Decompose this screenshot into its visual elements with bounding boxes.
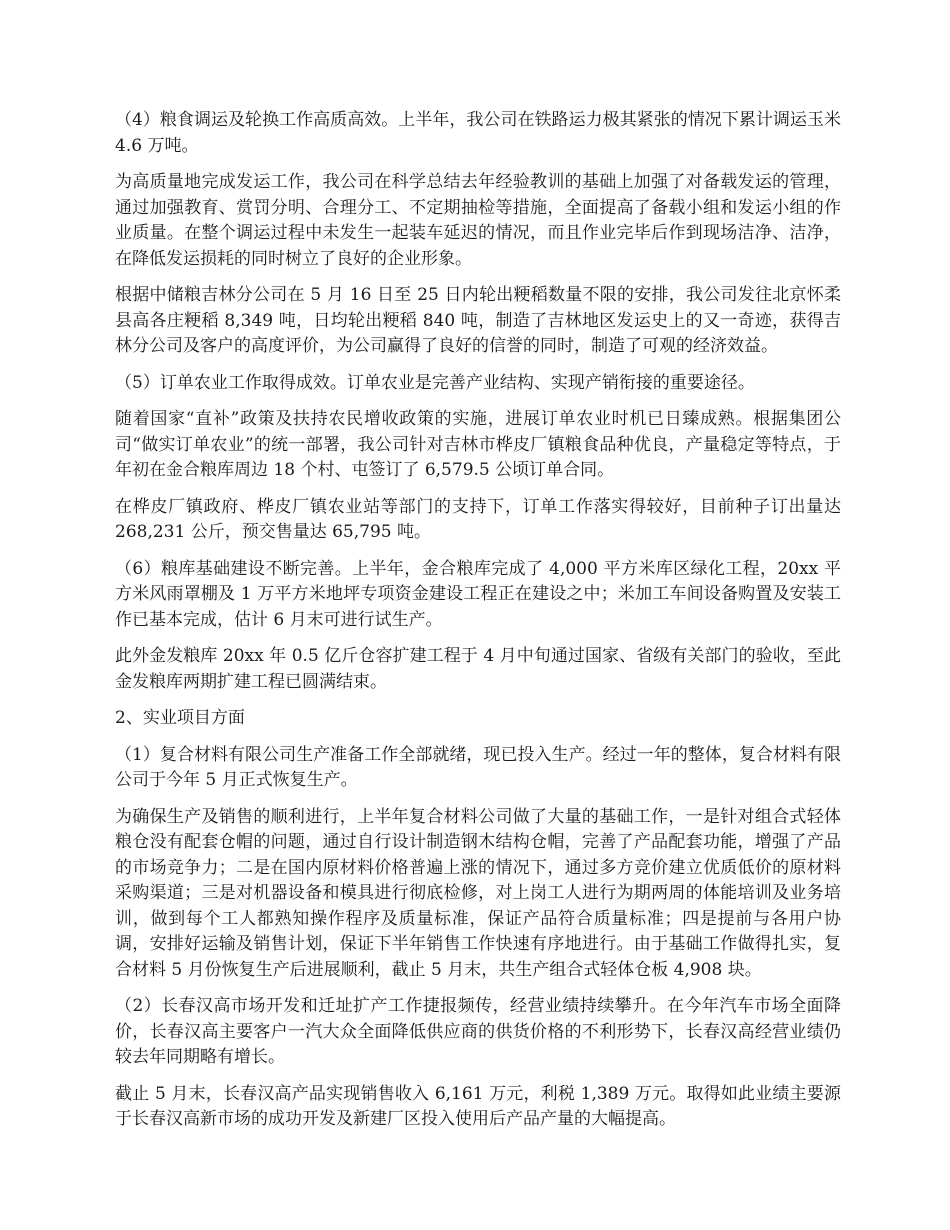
paragraph-changchun-sales: 截止 5 月末，长春汉高产品实现销售收入 6,161 万元，利税 1,389 万元。取得如此业绩主要源于长春汉高新市场的成功开发及新建厂区投入使用后产品产量的大幅提高。 [115,1083,841,1129]
paragraph-composite-groundwork: 为确保生产及销售的顺利进行，上半年复合材料公司做了大量的基础工作，一是针对组合式轻体粮仓没有配套仓帽的问题，通过自行设计制造钢木结构仓帽，完善了产品配套功能，增强了产品的市场竞争力；二是在国内原材料价格普遍上涨的情况下，通过多方竞价建立优质低价的原材料采购渠道；三是对机器设备和模具进行彻底检修，对上岗工人进行为期两周的体能培训及业务培训，做到每个工人都熟知操作程序及质量标准，保证产品符合质量标准；四是提前与各用户协调，安排好运输及销售计划，保证下半年销售工作快速有序地进行。由于基础工作做得扎实，复合材料 5 月份恢复生产后进展顺利，截止 5 月末，共生产组合式轻体仓板 4,908 块。 [115,806,841,980]
paragraph-order-farming: （5）订单农业工作取得成效。订单农业是完善产业结构、实现产销衔接的重要途径。 [115,372,755,393]
paragraph-jinfa-expansion: 此外金发粮库 20xx 年 0.5 亿斤仓容扩建工程于 4 月中旬通过国家、省级有关部门的验收，至此金发粮库两期扩建工程已圆满结束。 [115,646,841,692]
paragraph-seed-orders: 在桦皮厂镇政府、桦皮厂镇农业站等部门的支持下，订单工作落实得较好，目前种子订出量达 268,231 公斤，预交售量达 65,795 吨。 [115,496,841,542]
section-heading-industrial-projects: 2、实业项目方面 [115,708,245,728]
paragraph-depot-construction: （6）粮库基础建设不断完善。上半年，金合粮库完成了 4,000 平方米库区绿化工程，20xx 平方米风雨罩棚及 1 万平方米地坪专项资金建设工程正在建设之中；米加工车间设备购置及安装工作已基本完成，估计 6 月末可进行试生产。 [115,558,841,630]
paragraph-rice-rotation: 根据中储粮吉林分公司在 5 月 16 日至 25 日内轮出粳稻数量不限的安排，我公司发往北京怀柔县高各庄粳稻 8,349 吨，日均轮出粳稻 840 吨，制造了吉林地区发运史上的又一奇迹，获得吉林分公司及客户的高度评价，为公司赢得了良好的信誉的同时，制造了可观的经济效益。 [115,285,841,356]
paragraph-changchun-henkel: （2）长春汉高市场开发和迁址扩产工作捷报频传，经营业绩持续攀升。在今年汽车市场全面降价，长春汉高主要客户一汽大众全面降低供应商的供货价格的不利形势下，长春汉高经营业绩仍较去年同期略有增长。 [115,996,841,1067]
paragraph-shipping-quality: 为高质量地完成发运工作，我公司在科学总结去年经验教训的基础上加强了对备载发运的管理，通过加强教育、赏罚分明、合理分工、不定期抽检等措施，全面提高了备载小组和发运小组的作业质量。在整个调运过程中未发生一起装车延迟的情况，而且作业完毕后作到现场洁净、洁净，在降低发运损耗的同时树立了良好的企业形象。 [115,172,841,269]
paragraph-order-farming-policy: 随着国家“直补”政策及扶持农民增收政策的实施，进展订单农业时机已日臻成熟。根据集团公司“做实订单农业”的统一部署，我公司针对吉林市桦皮厂镇粮食品种优良，产量稳定等特点，于年初在金合粮库周边 18 个村、屯签订了 6,579.5 公顷订单合同。 [115,409,841,480]
document-body [115,108,841,1144]
paragraph-composite-materials: （1）复合材料有限公司生产准备工作全部就绪，现已投入生产。经过一年的整体，复合材料有限公司于今年 5 月正式恢复生产。 [115,744,841,790]
paragraph-grain-transport: （4）粮食调运及轮换工作高质高效。上半年，我公司在铁路运力极其紧张的情况下累计调运玉米 4.6 万吨。 [115,110,841,156]
